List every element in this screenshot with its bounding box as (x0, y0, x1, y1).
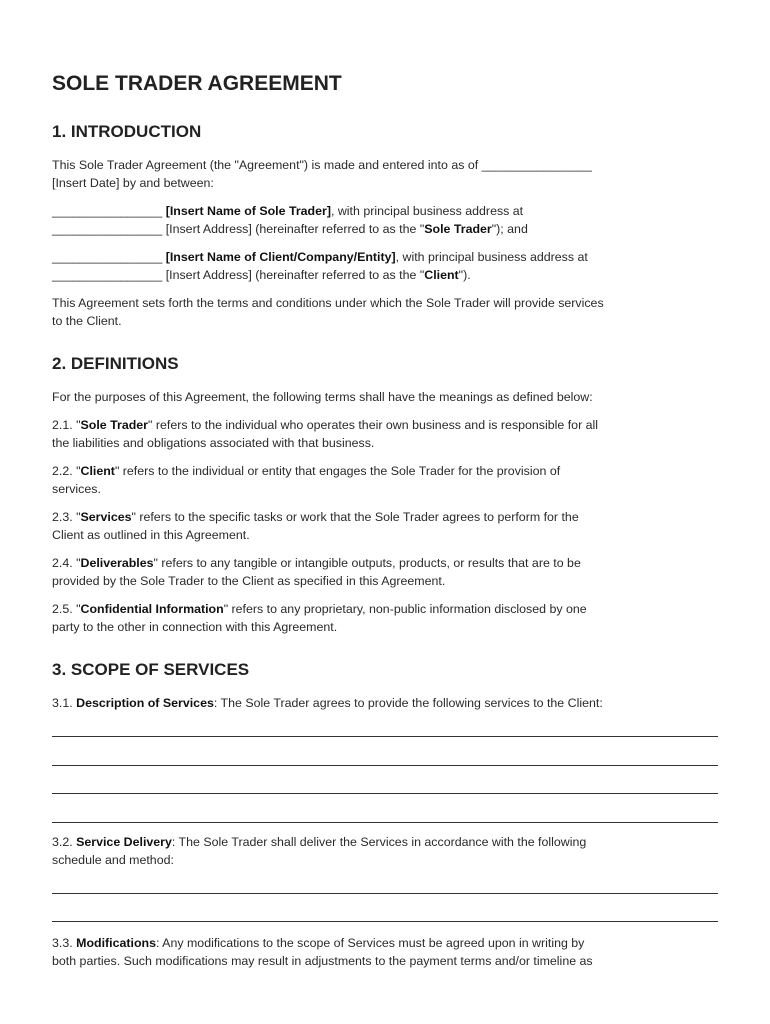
section-1-heading: 1. INTRODUCTION (52, 122, 202, 141)
closing-line-2: to the Client. (52, 314, 122, 329)
definition-deliverables (52, 554, 732, 591)
definition-text-cont: party to the other in connection with this Agreement. (52, 620, 338, 635)
clause-text: : Any modifications to the scope of Services must be agreed upon in writing by (155, 936, 585, 950)
scope-description-of-services (52, 694, 732, 712)
party1-suffix: "); and (491, 222, 528, 237)
definition-text-cont: services. (52, 482, 101, 497)
party1-name-blank: ________________ (52, 204, 166, 218)
intro-paragraph (52, 156, 732, 193)
party2-name-placeholder: [Insert Name of Client/Company/Entity] (165, 250, 396, 264)
clause-text-cont: both parties. Such modifications may result in adjustments to the payment terms and/or timeline as (52, 954, 593, 969)
clause-number: 3.2. (52, 835, 77, 849)
definition-text: " refers to the individual or entity that engages the Sole Trader for the provision of (114, 464, 561, 478)
clause-text: : The Sole Trader shall deliver the Services in accordance with the following (171, 835, 587, 849)
definition-sole-trader (52, 416, 732, 453)
definition-term: Client (80, 464, 115, 478)
closing-line-1: This Agreement sets forth the terms and conditions under which the Sole Trader will provide services (52, 296, 604, 310)
definition-confidential-information (52, 600, 732, 637)
definition-text: " refers to the specific tasks or work that the Sole Trader agrees to perform for the (131, 510, 579, 524)
delivery-fill-line[interactable] (52, 921, 718, 922)
clause-term: Description of Services (76, 696, 214, 710)
party2-role: Client (424, 268, 459, 283)
clause-number: 3.3. (52, 936, 77, 950)
definition-text-cont: the liabilities and obligations associated with that business. (52, 436, 375, 451)
definition-number: 2.3. " (52, 510, 81, 524)
definition-term: Confidential Information (80, 602, 224, 616)
definition-text: " refers to any tangible or intangible outputs, products, or results that are to be (153, 556, 581, 570)
party1-name-placeholder: [Insert Name of Sole Trader] (165, 204, 331, 218)
definition-client (52, 462, 732, 499)
intro-line-1: This Sole Trader Agreement (the "Agreement") is made and entered into as of ________________ (52, 158, 592, 172)
document-title: SOLE TRADER AGREEMENT (52, 72, 342, 95)
party2-address-blank: ________________ (52, 268, 166, 283)
section-2-heading: 2. DEFINITIONS (52, 354, 179, 373)
services-fill-line[interactable] (52, 822, 718, 823)
definition-text-cont: provided by the Sole Trader to the Client as specified in this Agreement. (52, 574, 446, 589)
definitions-lead: For the purposes of this Agreement, the following terms shall have the meanings as defined below: (52, 390, 593, 404)
party2-address-text: [Insert Address] (hereinafter referred to as the " (165, 268, 425, 283)
definition-number: 2.5. " (52, 602, 81, 616)
services-fill-line[interactable] (52, 736, 718, 737)
party1-address-intro: , with principal business address at (330, 204, 524, 218)
definition-term: Services (80, 510, 132, 524)
party2-name-blank: ________________ (52, 250, 166, 264)
section-3-heading: 3. SCOPE OF SERVICES (52, 660, 250, 679)
definition-number: 2.2. " (52, 464, 81, 478)
clause-term: Service Delivery (76, 835, 172, 849)
scope-modifications (52, 934, 732, 971)
party1-address-blank: ________________ (52, 222, 166, 237)
definition-text-cont: Client as outlined in this Agreement. (52, 528, 250, 543)
definition-number: 2.1. " (52, 418, 81, 432)
scope-service-delivery (52, 833, 732, 870)
definition-number: 2.4. " (52, 556, 81, 570)
clause-text-cont: schedule and method: (52, 853, 174, 868)
clause-number: 3.1. (52, 696, 77, 710)
intro-closing-paragraph (52, 294, 732, 331)
definition-services (52, 508, 732, 545)
party1-address-text: [Insert Address] (hereinafter referred to as the " (165, 222, 425, 237)
clause-term: Modifications (76, 936, 156, 950)
delivery-fill-line[interactable] (52, 893, 718, 894)
definition-term: Deliverables (80, 556, 154, 570)
party-client (52, 248, 732, 285)
clause-text: : The Sole Trader agrees to provide the following services to the Client: (213, 696, 603, 710)
party2-suffix: "). (458, 268, 471, 283)
definition-term: Sole Trader (80, 418, 149, 432)
intro-line-2: [Insert Date] by and between: (52, 176, 214, 191)
definition-text: " refers to the individual who operates their own business and is responsible for all (148, 418, 599, 432)
services-fill-line[interactable] (52, 765, 718, 766)
party2-address-intro: , with principal business address at (395, 250, 588, 264)
party1-role: Sole Trader (424, 222, 492, 237)
definition-text: " refers to any proprietary, non-public information disclosed by one (223, 602, 587, 616)
services-fill-line[interactable] (52, 793, 718, 794)
party-sole-trader (52, 202, 732, 239)
